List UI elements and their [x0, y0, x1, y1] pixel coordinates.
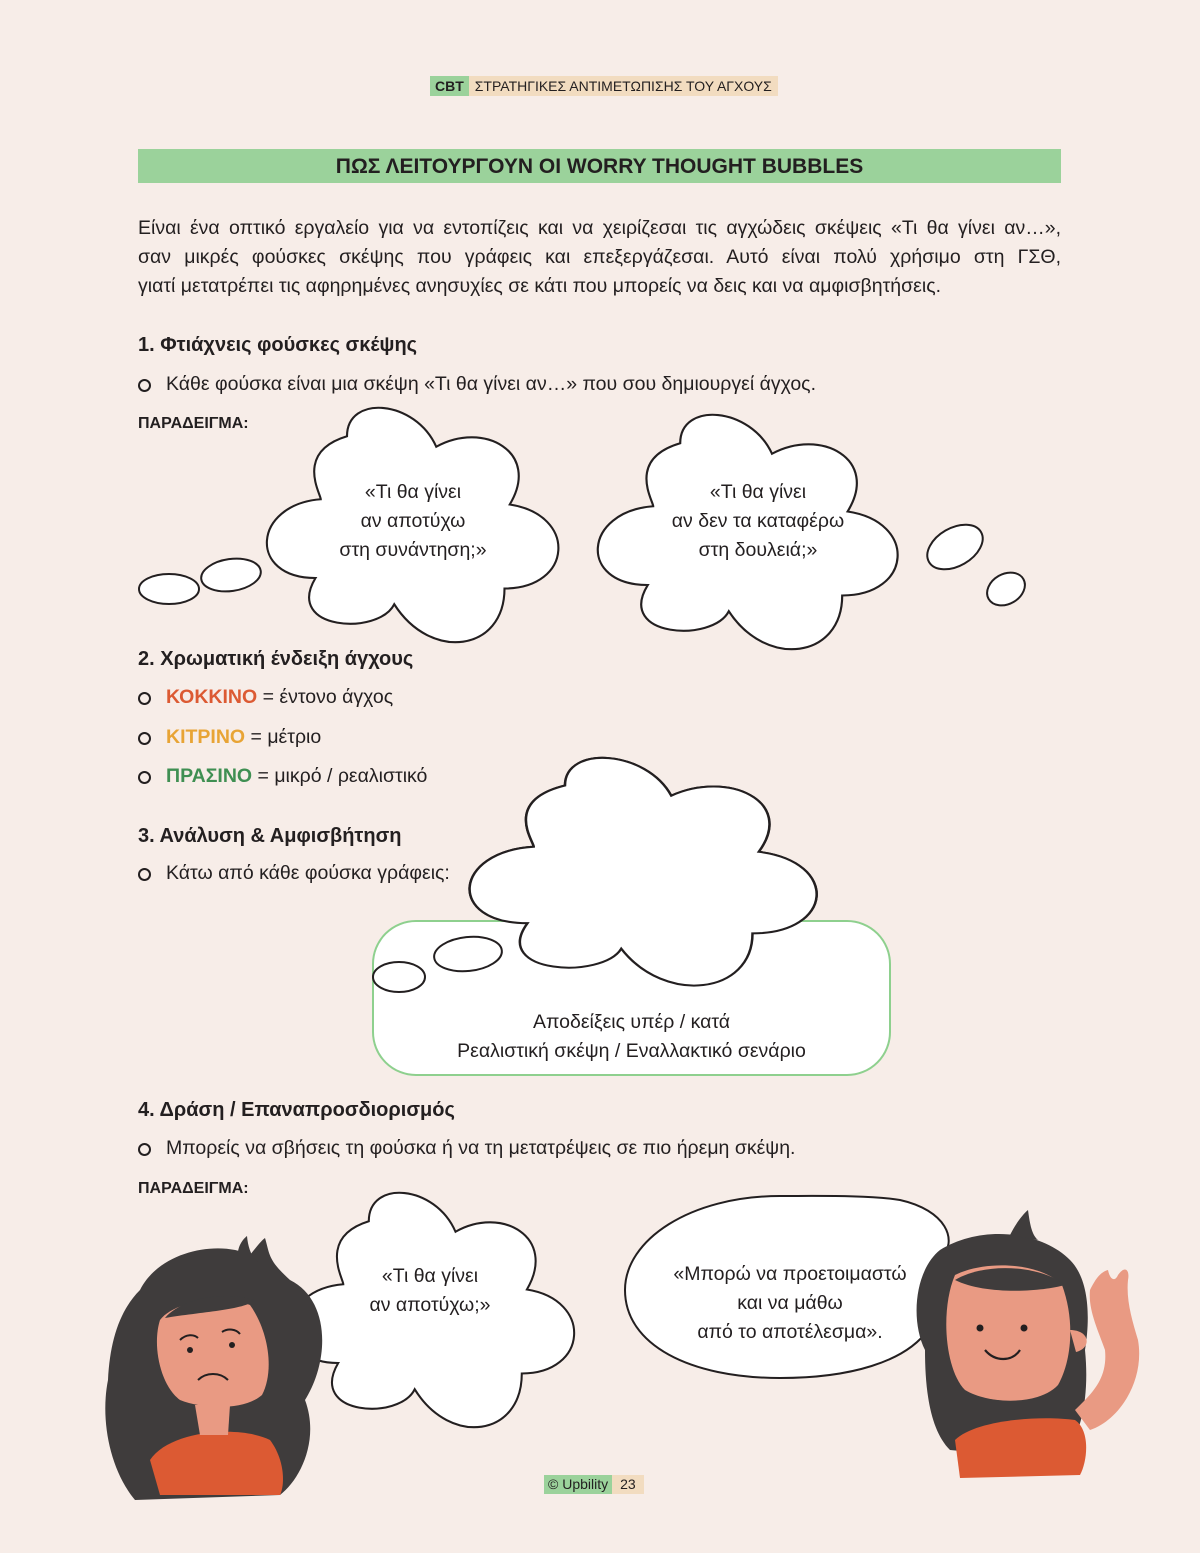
happy-girl-illustration	[917, 1210, 1140, 1478]
footer	[544, 1475, 644, 1494]
trail-dot	[139, 574, 199, 604]
bubble-line: και να μάθω	[737, 1292, 843, 1314]
bullet-icon	[138, 692, 151, 705]
header-topic: ΣΤΡΑΤΗΓΙΚΕΣ ΑΝΤΙΜΕΤΩΠΙΣΗΣ ΤΟΥ ΑΓΧΟΥΣ	[469, 76, 778, 96]
trail-dot	[920, 516, 991, 579]
box-line: Ρεαλιστική σκέψη / Εναλλακτικό σενάριο	[457, 1040, 806, 1062]
color-item-yellow	[138, 726, 321, 749]
bubble-line: αν αποτύχω	[360, 510, 466, 532]
bullet-icon	[138, 771, 151, 784]
header-cbt: CBT	[430, 76, 469, 96]
bubble-line: στη δουλειά;»	[698, 539, 818, 561]
page-number: 23	[612, 1475, 644, 1494]
section-4-bullet	[138, 1137, 795, 1160]
color-meaning: = μικρό / ρεαλιστικό	[252, 765, 428, 787]
color-item-green	[138, 765, 427, 788]
page-title: ΠΩΣ ΛΕΙΤΟΥΡΓΟΥΝ ΟΙ WORRY THOUGHT BUBBLES	[138, 149, 1061, 183]
color-item-red	[138, 686, 393, 709]
bullet-icon	[138, 1143, 151, 1156]
bubble-1-text	[283, 478, 543, 565]
bubble-line: από το αποτέλεσμα».	[697, 1321, 883, 1343]
bullet-text: Κάθε φούσκα είναι μια σκέψη «Τι θα γίνει αν…» που σου δημιουργεί άγχος.	[166, 373, 816, 395]
trail-dot	[199, 555, 263, 595]
section-3-bullet	[138, 862, 450, 885]
intro-line: σαν μικρές φούσκες σκέψης που γράφεις και επεξεργάζεσαι. Αυτό είναι πολύ χρήσιμο στη ΓΣΘ,	[138, 246, 1061, 268]
intro-line: Είναι ένα οπτικό εργαλείο για να εντοπίζεις και να χειρίζεσαι τις αγχώδεις σκέψεις «Τι θα γίνει αν…»,	[138, 217, 1061, 239]
bubble-line: «Τι θα γίνει	[709, 481, 807, 503]
worry-bubble-text	[300, 1262, 560, 1320]
bullet-icon	[138, 732, 151, 745]
bubble-line: στη συνάντηση;»	[339, 539, 487, 561]
color-meaning: = μέτριο	[245, 726, 322, 748]
bubble-line: αν δεν τα καταφέρω	[671, 510, 845, 532]
bullet-icon	[138, 379, 151, 392]
section-2-heading: 2. Χρωματική ένδειξη άγχους	[138, 648, 414, 670]
bubble-line: «Μπορώ να προετοιμαστώ	[673, 1263, 907, 1285]
bullet-text: Κάτω από κάθε φούσκα γράφεις:	[166, 862, 450, 884]
example-label: ΠΑΡΑΔΕΙΓΜΑ:	[138, 415, 249, 432]
section-1-bullet	[138, 373, 816, 396]
bullet-text: Μπορείς να σβήσεις τη φούσκα ή να τη μετατρέψεις σε πιο ήρεμη σκέψη.	[166, 1137, 796, 1159]
bullet-icon	[138, 868, 151, 881]
section-1-heading: 1. Φτιάχνεις φούσκες σκέψης	[138, 334, 418, 356]
intro-line: γιατί μετατρέπει τις αφηρημένες ανησυχίες σε κάτι που μπορείς να δεις και να αμφισβητήσεις.	[138, 275, 942, 297]
calm-bubble-text	[645, 1260, 935, 1347]
bubble-line: «Τι θα γίνει	[381, 1265, 479, 1287]
color-word: ΚΟΚΚΙΝΟ	[166, 686, 258, 708]
worried-girl-illustration	[105, 1236, 322, 1500]
analysis-box-text	[372, 1008, 891, 1066]
example-label: ΠΑΡΑΔΕΙΓΜΑ:	[138, 1180, 249, 1197]
trail-dot	[981, 566, 1031, 612]
section-4-heading: 4. Δράση / Επαναπροσδιορισμός	[138, 1099, 455, 1121]
footer-brand: © Upbility	[544, 1475, 612, 1494]
bubble-2-text	[628, 478, 888, 565]
bubble-line: «Τι θα γίνει	[364, 481, 462, 503]
section-3-heading: 3. Ανάλυση & Αμφισβήτηση	[138, 825, 402, 847]
bubble-line: αν αποτύχω;»	[369, 1294, 491, 1316]
box-line: Αποδείξεις υπέρ / κατά	[532, 1011, 731, 1033]
color-word: ΠΡΑΣΙΝΟ	[166, 765, 253, 787]
color-meaning: = έντονο άγχος	[257, 686, 394, 708]
color-word: ΚΙΤΡΙΝΟ	[166, 726, 246, 748]
